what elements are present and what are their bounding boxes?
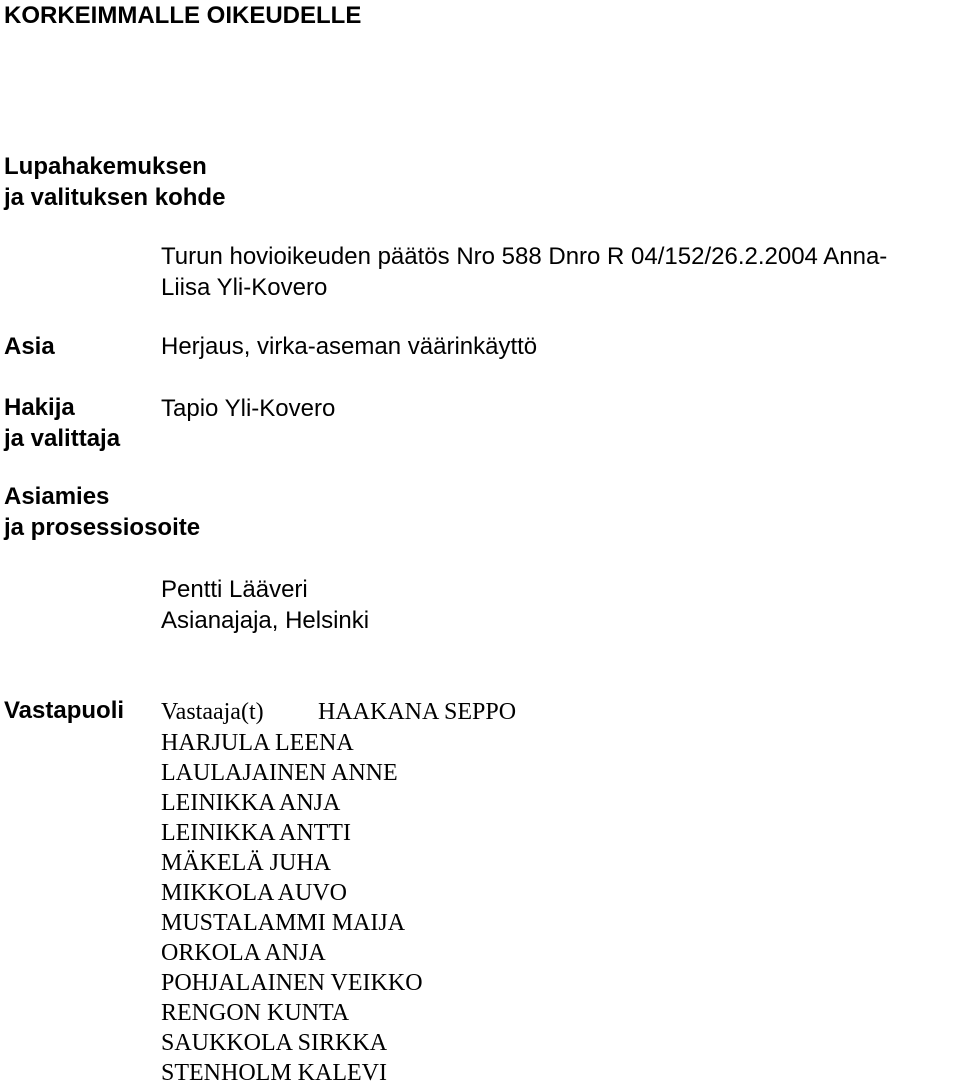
respondent-name: STENHOLM KALEVI bbox=[161, 1060, 387, 1086]
respondent-name: LAULAJAINEN ANNE bbox=[161, 760, 398, 786]
opponent-role: Vastaaja(t) bbox=[161, 699, 264, 725]
case-label: Asia bbox=[4, 333, 55, 360]
respondent-name: RENGON KUNTA bbox=[161, 1000, 350, 1026]
respondent-name: MIKKOLA AUVO bbox=[161, 880, 347, 906]
subject-label-line-2: ja valituksen kohde bbox=[4, 184, 226, 211]
respondent-name: SAUKKOLA SIRKKA bbox=[161, 1030, 388, 1056]
opponent-label: Vastapuoli bbox=[4, 697, 125, 724]
respondent-name: MÄKELÄ JUHA bbox=[161, 850, 331, 876]
respondent-name: HARJULA LEENA bbox=[161, 730, 354, 756]
respondent-list bbox=[161, 728, 423, 1088]
subject-value-line-1: Turun hovioikeuden päätös Nro 588 Dnro R 04/152/26.2.2004 Anna- bbox=[161, 243, 888, 270]
attorney-name: Pentti Lääveri bbox=[161, 576, 308, 603]
court-title: KORKEIMMALLE OIKEUDELLE bbox=[4, 2, 362, 29]
respondent-name: MUSTALAMMI MAIJA bbox=[161, 910, 406, 936]
attorney-title: Asianajaja, Helsinki bbox=[161, 607, 370, 634]
applicant-label-line-1: Hakija bbox=[4, 394, 75, 421]
respondent-name: LEINIKKA ANTTI bbox=[161, 820, 351, 846]
applicant-value: Tapio Yli-Kovero bbox=[161, 395, 336, 422]
respondent-name: ORKOLA ANJA bbox=[161, 940, 326, 966]
subject-label bbox=[4, 151, 225, 213]
attorney-label-line-2: ja prosessiosoite bbox=[4, 514, 201, 541]
applicant-label bbox=[4, 392, 120, 454]
applicant-label-line-2: ja valittaja bbox=[4, 425, 121, 452]
attorney-label-line-1: Asiamies bbox=[4, 483, 110, 510]
respondent-name: LEINIKKA ANJA bbox=[161, 790, 341, 816]
attorney-value bbox=[161, 574, 369, 636]
subject-value-line-2: Liisa Yli-Kovero bbox=[161, 274, 328, 301]
case-value: Herjaus, virka-aseman väärinkäyttö bbox=[161, 333, 538, 360]
attorney-label bbox=[4, 481, 200, 543]
subject-value bbox=[161, 241, 887, 303]
subject-label-line-1: Lupahakemuksen bbox=[4, 153, 207, 180]
respondent-name: POHJALAINEN VEIKKO bbox=[161, 970, 423, 996]
opponent-first-name: HAAKANA SEPPO bbox=[318, 699, 517, 725]
